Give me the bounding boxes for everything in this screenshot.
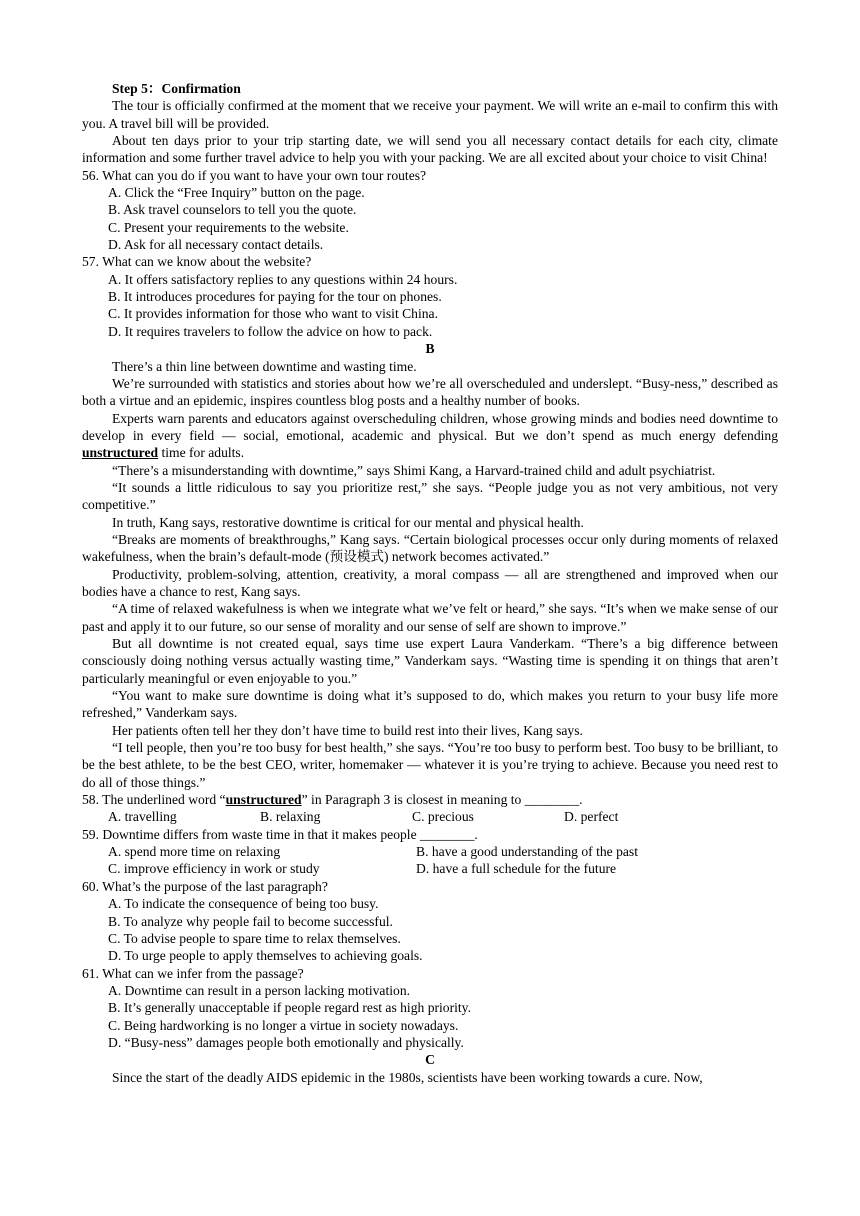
passage-b-paragraph-3	[82, 410, 778, 462]
q61-option-b: B. It’s generally unacceptable if people regard rest as high priority.	[108, 1000, 471, 1016]
q61-option-d: D. “Busy-ness” damages people both emotionally and physically.	[108, 1034, 464, 1050]
q59-option-d: D. have a full schedule for the future	[416, 861, 617, 877]
passage-b-paragraph: In truth, Kang says, restorative downtime is critical for our mental and physical health.	[112, 514, 584, 530]
question-61: 61. What can we infer from the passage?	[82, 965, 304, 981]
underlined-word: unstructured	[82, 445, 159, 461]
q59-options-row-2	[82, 860, 778, 877]
passage-b-paragraph: “There’s a misunderstanding with downtime,” says Shimi Kang, a Harvard-trained child and adult psychiatrist.	[112, 462, 716, 478]
q60-option-c: C. To advise people to spare time to relax themselves.	[108, 930, 401, 946]
q59-options-row-1	[82, 843, 778, 860]
passage-b-paragraph: “You want to make sure downtime is doing what it’s supposed to do, which makes you return to your busy life more refreshed,” Vanderkam says.	[82, 688, 778, 721]
step5-heading: Step 5：Confirmation	[112, 81, 241, 96]
q59-option-a: A. spend more time on relaxing	[108, 844, 281, 860]
q57-option-d: D. It requires travelers to follow the advice on how to pack.	[108, 323, 433, 339]
q60-option-b: B. To analyze why people fail to become successful.	[108, 913, 393, 929]
passage-b-paragraph: There’s a thin line between downtime and wasting time.	[112, 358, 417, 374]
passage-b-paragraph: “I tell people, then you’re too busy for best health,” she says. “You’re too busy to perform best. Too busy to be brilliant, to be the best athlete, to be the best CEO, writer, homemaker — whatever it is you’re trying to achieve. Because you need rest to do all of those things.”	[82, 740, 778, 790]
question-56: 56. What can you do if you want to have your own tour routes?	[82, 167, 427, 183]
passage-b-paragraph: Productivity, problem-solving, attention, creativity, a moral compass — all are strengthened and improved when our bodies have a chance to rest, Kang says.	[82, 566, 778, 599]
q58-option-d: D. perfect	[564, 809, 619, 825]
q60-option-d: D. To urge people to apply themselves to achieving goals.	[108, 948, 423, 964]
passage-b-paragraph: Her patients often tell her they don’t have time to build rest into their lives, Kang says.	[112, 722, 583, 738]
q57-option-a: A. It offers satisfactory replies to any questions within 24 hours.	[108, 271, 458, 287]
passage-b-label: B	[425, 341, 435, 357]
q59-option-c: C. improve efficiency in work or study	[108, 861, 320, 877]
question-58	[82, 791, 778, 808]
q61-option-c: C. Being hardworking is no longer a virtue in society nowadays.	[108, 1017, 459, 1033]
q56-option-a: A. Click the “Free Inquiry” button on the page.	[108, 185, 365, 201]
question-57: 57. What can we know about the website?	[82, 254, 312, 270]
q58-option-c: C. precious	[412, 809, 474, 825]
step5-paragraph-2: About ten days prior to your trip starting date, we will send you all necessary contact details for each city, climate information and some further travel advice to help you with your packing. We are all excited about your choice to visit China!	[82, 133, 778, 166]
q59-option-b: B. have a good understanding of the past	[416, 844, 638, 860]
passage-b-paragraph: We’re surrounded with statistics and stories about how we’re all overscheduled and underslept. “Busy-ness,” described as both a virtue and an epidemic, inspires countless blog posts and a healthy number of books.	[82, 375, 778, 409]
q60-option-a: A. To indicate the consequence of being too busy.	[108, 896, 379, 912]
q58-option-b: B. relaxing	[260, 809, 321, 825]
q57-option-c: C. It provides information for those who want to visit China.	[108, 306, 438, 322]
q58-stem-after: ” in Paragraph 3 is closest in meaning to ________.	[301, 792, 583, 808]
passage-b-paragraph: “A time of relaxed wakefulness is when we integrate what we’ve felt or heard,” she says. “It’s when we make sense of our past and apply it to our future, so our sense of morality and our sense of self are shown to improve.”	[82, 601, 778, 634]
q58-options-row	[82, 808, 778, 825]
exam-page	[82, 80, 778, 1086]
passage-c-paragraph: Since the start of the deadly AIDS epidemic in the 1980s, scientists have been working towards a cure. Now,	[112, 1069, 703, 1085]
q58-underlined-word: unstructured	[225, 792, 302, 808]
passage-b-paragraph: “Breaks are moments of breakthroughs,” Kang says. “Certain biological processes occur only during moments of relaxed wakefulness, when the brain’s default-mode (预设模式) network becomes activated.”	[82, 531, 778, 565]
q58-option-a: A. travelling	[108, 809, 177, 825]
q57-option-b: B. It introduces procedures for paying for the tour on phones.	[108, 289, 442, 305]
q56-option-c: C. Present your requirements to the website.	[108, 219, 349, 235]
question-59: 59. Downtime differs from waste time in that it makes people ________.	[82, 826, 478, 842]
p3-text-before: Experts warn parents and educators against overscheduling children, whose growing minds and bodies need downtime to develop in every field — social, emotional, academic and physical. But we don’t spend as much energy defending	[82, 410, 778, 443]
p3-text-after: time for adults.	[158, 445, 245, 461]
question-60: 60. What’s the purpose of the last paragraph?	[82, 878, 328, 894]
passage-c-label: C	[425, 1052, 435, 1068]
q56-option-d: D. Ask for all necessary contact details.	[108, 237, 324, 253]
step5-paragraph-1: The tour is officially confirmed at the moment that we receive your payment. We will write an e-mail to confirm this with you. A travel bill will be provided.	[82, 98, 778, 131]
q58-stem-before: 58. The underlined word “	[82, 792, 226, 808]
passage-b-paragraph: “It sounds a little ridiculous to say you prioritize rest,” she says. “People judge you as not very ambitious, not very competitive.”	[82, 479, 778, 513]
passage-b-paragraph: But all downtime is not created equal, says time use expert Laura Vanderkam. “There’s a big difference between consciously doing nothing versus actually wasting time,” Vanderkam says. “Wasting time is spending it on things that aren’t particularly meaningful or even enjoyable to you.”	[82, 636, 778, 686]
q56-option-b: B. Ask travel counselors to tell you the quote.	[108, 202, 357, 218]
q61-option-a: A. Downtime can result in a person lacking motivation.	[108, 982, 411, 998]
